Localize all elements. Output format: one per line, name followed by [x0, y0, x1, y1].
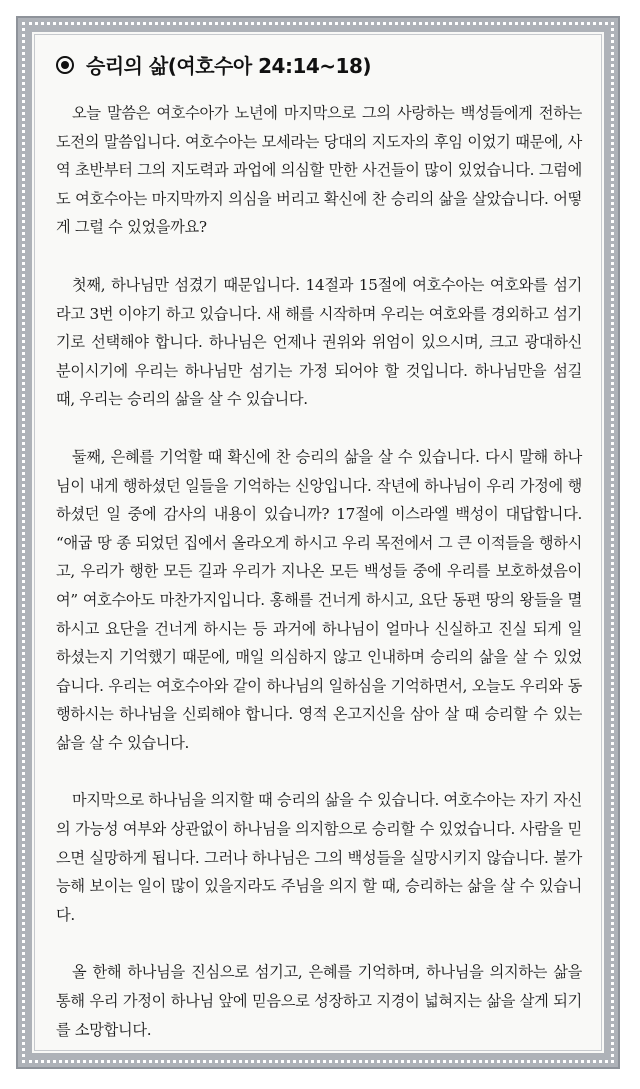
decorative-border-frame: [18, 18, 618, 1067]
paragraph-last-point: 마지막으로 하나님을 의지할 때 승리의 삶을 수 있습니다. 여호수아는 자기 자신의 가능성 여부와 상관없이 하나님을 의지함으로 승리할 수 있었습니다. 사람을 믿으면 실망하게 됩니다. 그러나 하나님은 그의 백성들을 실망시키지 않습니다. 불가능해 보이는 일이 많이 있을지라도 주님을 의지 할 때, 승리하는 삶을 살 수 있습니다.: [56, 791, 582, 924]
paragraph-conclusion: 올 한해 하나님을 진심으로 섬기고, 은혜를 기억하며, 하나님을 의지하는 삶을 통해 우리 가정이 하나님 앞에 믿음으로 성장하고 지경이 넓혀지는 삶을 살게 되기를 소망합니다.: [56, 963, 582, 1039]
paragraph-intro: 오늘 말씀은 여호수아가 노년에 마지막으로 그의 사랑하는 백성들에게 전하는 도전의 말씀입니다. 여호수아는 모세라는 당대의 지도자의 후임 이었기 때문에, 사역 초반부터 그의 지도력과 과업에 의심할 만한 사건들이 많이 있었습니다. 그럼에도 여호수아는 마지막까지 의심을 버리고 확신에 찬 승리의 삶을 살았습니다. 어떻게 그럴 수 있었을까요?: [56, 104, 582, 237]
paragraph-second-point: 둘째, 은혜를 기억할 때 확신에 찬 승리의 삶을 살 수 있습니다. 다시 말해 하나님이 내게 행하셨던 일들을 기억하는 신앙입니다. 작년에 하나님이 우리 가정에 행하셨던 일 중에 감사의 내용이 있습니까? 17절에 이스라엘 백성이 대답합니다. “애굽 땅 종 되었던 집에서 올라오게 하시고 우리 목전에서 그 큰 이적들을 행하시고, 우리가 행한 모든 길과 우리가 지나온 모든 백성들 중에 우리를 보호하셨음이여” 여호수아도 마찬가지입니다. 홍해를 건너게 하시고, 요단 동편 땅의 왕들을 멸하시고 요단을 건너게 하시는 등 과거에 하나님이 얼마나 신실하고 진실 되게 일 하셨는지 기억했기 때문에, 매일 의심하지 않고 인내하며 승리의 삶을 살 수 있었습니다. 우리는 여호수아와 같이 하나님의 일하심을 기억하면서, 오늘도 우리와 동행하시는 하나님을 신뢰해야 합니다. 영적 온고지신을 삼아 살 때 승리할 수 있는 삶을 살 수 있습니다.: [56, 447, 582, 752]
document-body: [56, 50, 582, 1073]
title-row: [56, 50, 582, 79]
document-title: 승리의 삶(여호수아 24:14~18): [86, 54, 372, 78]
circle-bullet-icon: [56, 56, 74, 74]
paragraph-first-point: 첫째, 하나님만 섬겼기 때문입니다. 14절과 15절에 여호수아는 여호와를 섬기라고 3번 이야기 하고 있습니다. 새 해를 시작하며 우리는 여호와를 경외하고 섬기기로 선택해야 합니다. 하나님은 언제나 권위와 위엄이 있으시며, 크고 광대하신 분이시기에 우리는 하나님만 섬기는 가정 되어야 할 것입니다. 하나님만을 섬길 때, 우리는 승리의 삶을 살 수 있습니다.: [56, 275, 582, 409]
